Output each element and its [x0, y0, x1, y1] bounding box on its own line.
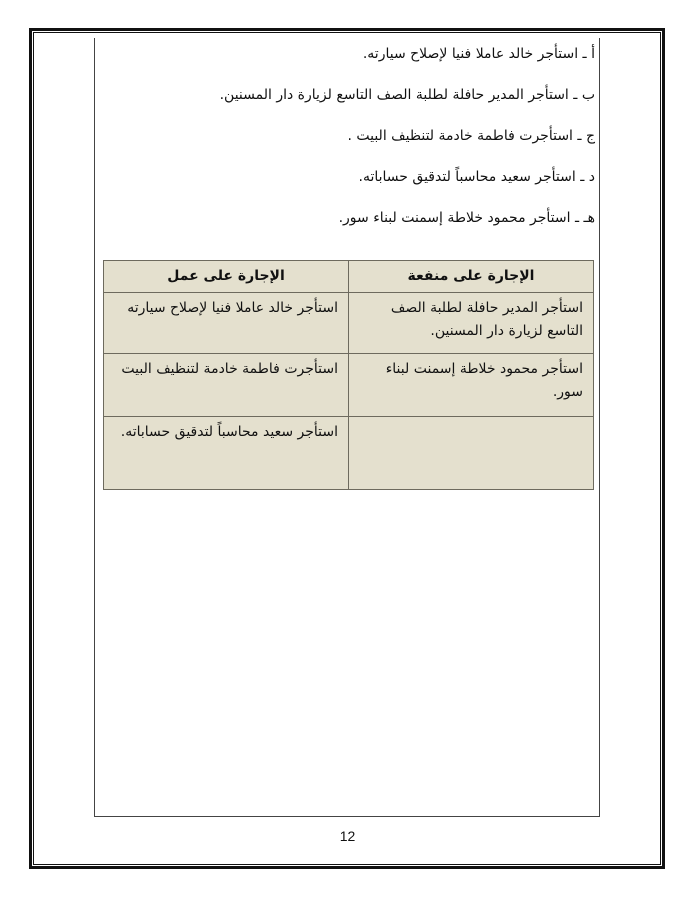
table-row — [104, 417, 594, 490]
table-cell-work: استأجر سعيد محاسباً لتدقيق حساباته. — [104, 417, 349, 490]
table-header-row — [104, 261, 594, 293]
example-item-b: ب ـ استأجر المدير حافلة لطلبة الصف التاسع لزيارة دار المسنين. — [219, 87, 595, 103]
page-number: 12 — [339, 828, 356, 844]
examples-list — [135, 44, 595, 249]
table-cell-benefit — [349, 417, 594, 490]
table-cell-benefit: استأجر المدير حافلة لطلبة الصف التاسع لزيارة دار المسنين. — [349, 293, 594, 354]
table-cell-work: استأجر خالد عاملا فنيا لإصلاح سيارته — [104, 293, 349, 354]
example-item-e: هـ ـ استأجر محمود خلاطة إسمنت لبناء سور. — [338, 210, 595, 226]
example-item-a: أ ـ استأجر خالد عاملا فنيا لإصلاح سيارته. — [362, 46, 595, 62]
table-cell-benefit: استأجر محمود خلاطة إسمنت لبناء سور. — [349, 354, 594, 417]
example-item-d: د ـ استأجر سعيد محاسباً لتدقيق حساباته. — [358, 169, 595, 185]
header-lease-on-benefit: الإجارة على منفعة — [349, 261, 594, 293]
table-row — [104, 293, 594, 354]
table-row — [104, 354, 594, 417]
lease-classification-table — [103, 260, 594, 490]
header-lease-on-work: الإجارة على عمل — [104, 261, 349, 293]
example-item-c: ج ـ استأجرت فاطمة خادمة لتنظيف البيت . — [347, 128, 595, 144]
table-cell-work: استأجرت فاطمة خادمة لتنظيف البيت — [104, 354, 349, 417]
